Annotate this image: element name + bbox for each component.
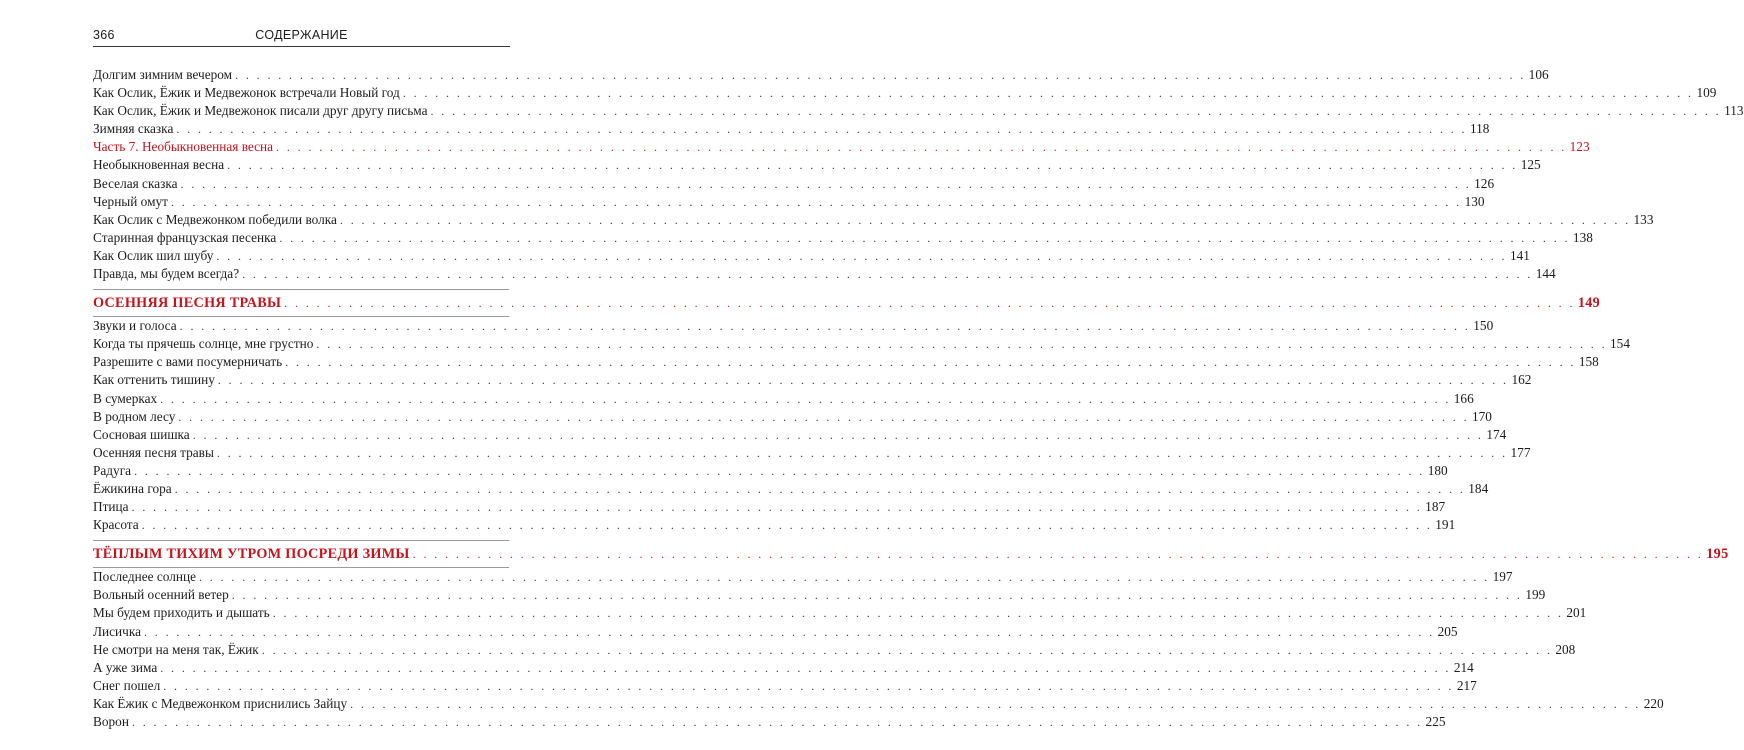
toc-entry-title: Как Ёжик с Медвежонком приснились Зайцу [93,695,348,711]
toc-group [93,156,1654,283]
toc-entry[interactable] [93,677,1477,695]
toc-entry[interactable] [93,695,1664,713]
toc-entry[interactable] [93,516,1456,534]
dot-leader: . . . . . . . . . . . . . . . . . . . . . . . . . . . . . . . . . . . . . . . . . . . . . . . . . . . . . . . . . . . . . . . . . . . . . . . . . . . . . . . . . . . . . . . . . . . . . . . . . . . . . . . . . . . . . . . . . . . . . . . . [276,140,1567,155]
toc-entry-page: 126 [1474,175,1495,191]
dot-leader: . . . . . . . . . . . . . . . . . . . . . . . . . . . . . . . . . . . . . . . . . . . . . . . . . . . . . . . . . . . . . . . . . . . . . . . . . . . . . . . . . . . . . . . . . . . . . . . . . . . . . . . . . . . . . . . . . . . . . . . . [163,678,1454,693]
toc-entry-page: 220 [1643,695,1664,711]
dot-leader: . . . . . . . . . . . . . . . . . . . . . . . . . . . . . . . . . . . . . . . . . . . . . . . . . . . . . . . . . . . . . . . . . . . . . . . . . . . . . . . . . . . . . . . . . . . . . . . . . . . . . . . . . . . . . . . . . . . . . . . . [235,68,1526,82]
toc-entry[interactable] [93,623,1458,641]
toc-entry-page: 191 [1435,517,1456,533]
toc-entry-title: Как Ослик, Ёжик и Медвежонок встречали Новый год [93,85,400,101]
toc-entry-title: Осенняя песня травы [93,444,214,460]
dot-leader: . . . . . . . . . . . . . . . . . . . . . . . . . . . . . . . . . . . . . . . . . . . . . . . . . . . . . . . . . . . . . . . . . . . . . . . . . . . . . . . . . . . . . . . . . . . . . . . . . . . . . . . . . . . . . . . . . . . . . . . . [178,409,1469,424]
toc-entry[interactable] [93,265,1556,283]
toc-section-title: ТЁПЛЫМ ТИХИМ УТРОМ ПОСРЕДИ ЗИМЫ [93,546,410,563]
dot-leader: . . . . . . . . . . . . . . . . . . . . . . . . . . . . . . . . . . . . . . . . . . . . . . . . . . . . . . . . . . . . . . . . . . . . . . . . . . . . . . . . . . . . . . . . . . . . . . . . . . . . . . . . . . . . . . . . . . . . . . . . [227,158,1518,173]
toc-entry-title: Черный омут [93,193,168,209]
toc-part-page: 123 [1569,139,1590,155]
toc-entry-title: Последнее солнце [93,569,196,585]
toc-entry[interactable] [93,568,1513,586]
dot-leader: . . . . . . . . . . . . . . . . . . . . . . . . . . . . . . . . . . . . . . . . . . . . . . . . . . . . . . . . . . . . . . . . . . . . . . . . . . . . . . . . . . . . . . . . . . . . . . . . . . . . . . . . . . . . . . . . . . . . . . . . [192,427,1484,442]
toc-entry[interactable] [93,211,1654,229]
toc-entry[interactable] [93,426,1507,444]
toc-entry-title: Лисичка [93,623,141,639]
toc-entry-title: А уже зима [93,659,158,675]
toc-entry-title: В сумерках [93,390,158,406]
toc-entry-page: 166 [1453,390,1474,406]
toc-part-title: Часть 7. Необыкновенная весна [93,139,274,155]
dot-leader: . . . . . . . . . . . . . . . . . . . . . . . . . . . . . . . . . . . . . . . . . . . . . . . . . . . . . . . . . . . . . . . . . . . . . . . . . . . . . . . . . . . . . . . . . . . . . . . . . . . . . . . . . . . . . . . . . . . . . . . . [402,86,1694,101]
toc-entry-page: 225 [1425,714,1446,729]
toc-group [93,66,1744,138]
toc-entry[interactable] [93,102,1744,120]
dot-leader: . . . . . . . . . . . . . . . . . . . . . . . . . . . . . . . . . . . . . . . . . . . . . . . . . . . . . . . . . . . . . . . . . . . . . . . . . . . . . . . . . . . . . . . . . . . . . . . . . . . . . . . . . . . . . . . . . . . . . . . . [170,194,1462,209]
dot-leader: . . . . . . . . . . . . . . . . . . . . . . . . . . . . . . . . . . . . . . . . . . . . . . . . . . . . . . . . . . . . . . . . . . . . . . . . . . . . . . . . . . . . . . . . . . . . . . . . . . . . . . . . . . . . . . . . . . . . . . . . [174,481,1466,496]
toc-entry-title: Радуга [93,462,132,478]
toc-entry-title: Необыкновенная весна [93,157,225,173]
dot-leader: . . . . . . . . . . . . . . . . . . . . . . . . . . . . . . . . . . . . . . . . . . . . . . . . . . . . . . . . . . . . . . . . . . . . . . . . . . . . . . . . . . . . . . . . . . . . . . . . . . . . . . . . . . . . . . . . . . . . . . . . [231,588,1523,603]
toc-entry-page: 106 [1528,67,1549,82]
toc-section-title: ОСЕННЯЯ ПЕСНЯ ТРАВЫ [93,295,282,312]
dot-leader: . . . . . . . . . . . . . . . . . . . . . . . . . . . . . . . . . . . . . . . . . . . . . . . . . . . . . . . . . . . . . . . . . . . . . . . . . . . . . . . . . . . . . . . . . . . . . . . . . . . . . . . . . . . . . . . . . . . . . . . . [144,624,1435,639]
toc-entry-page: 113 [1724,103,1744,119]
dot-leader: . . . . . . . . . . . . . . . . . . . . . . . . . . . . . . . . . . . . . . . . . . . . . . . . . . . . . . . . . . . . . . . . . . . . . . . . . . . . . . . . . . . . . . . . . . . . . . . . . . . . . . . . . . . . . . . . . . . . . . . . [134,463,1425,478]
dot-leader: . . . . . . . . . . . . . . . . . . . . . . . . . . . . . . . . . . . . . . . . . . . . . . . . . . . . . . . . . . . . . . . . . . . . . . . . . . . . . . . . . . . . . . . . . . . . . . . . . . . . . . . . . . . . . . . . . . . . . . . . [160,391,1451,406]
toc-entry-page: 184 [1468,480,1489,496]
dot-leader: . . . . . . . . . . . . . . . . . . . . . . . . . . . . . . . . . . . . . . . . . . . . . . . . . . . . . . . . . . . . . . . . . . . . . . . . . . . . . . . . . . . . . . . . . . . . . . . . . . . . . . . . . . . . . . . . . . . . . . . . [242,267,1533,282]
table-of-contents [93,66,1744,731]
page-number: 366 [93,28,115,42]
toc-section-page: 149 [1577,295,1601,312]
dot-leader: . . . . . . . . . . . . . . . . . . . . . . . . . . . . . . . . . . . . . . . . . . . . . . . . . . . . . . . . . . . . . . . . . . . . . . . . . . . . . . . . . . . . . . . . . . . . . . . . . . . . . . . . . . . . . . . . . . . . . . . . [141,518,1433,533]
toc-entry[interactable] [93,247,1530,265]
toc-entry-page: 158 [1578,354,1599,370]
toc-entry[interactable] [93,84,1717,102]
toc-part-heading[interactable] [93,138,1590,156]
dot-leader: . . . . . . . . . . . . . . . . . . . . . . . . . . . . . . . . . . . . . . . . . . . . . . . . . . . . . . . . . . . . . . . . . . . . . . . . . . . . . . . . . . . . . . . . . . . . . . . . . . . . . . . . . . . . . . . . . . . . . . . . [272,606,1564,621]
toc-entry-title: Как Ослик с Медвежонком победили волка [93,211,337,227]
dot-leader: . . . . . . . . . . . . . . . . . . . . . . . . . . . . . . . . . . . . . . . . . . . . . . . . . . . . . . . . . . . . . . . . . . . . . . . . . . . . . . . . . . . . . . . . . . . . . . . . . . . . . . . . . . . . . . . . . . . . . . . . [199,570,1490,585]
toc-entry-title: Долгим зимним вечером [93,67,233,82]
toc-entry-page: 118 [1469,121,1490,137]
toc-entry-page: 197 [1492,569,1513,585]
toc-entry-page: 217 [1456,677,1477,693]
toc-entry-title: В родном лесу [93,408,176,424]
toc-entry-page: 130 [1464,193,1485,209]
dot-leader: . . . . . . . . . . . . . . . . . . . . . . . . . . . . . . . . . . . . . . . . . . . . . . . . . . . . . . . . . . . . . . . . . . . . . . . . . . . . . . . . . . . . . . . . . . . . . . . . . . . . . . . . . . . . . . . . . . . . . . . . [284,296,1575,311]
dot-leader: . . . . . . . . . . . . . . . . . . . . . . . . . . . . . . . . . . . . . . . . . . . . . . . . . . . . . . . . . . . . . . . . . . . . . . . . . . . . . . . . . . . . . . . . . . . . . . . . . . . . . . . . . . . . . . . . . . . . . . . . [131,715,1423,729]
toc-entry-page: 138 [1572,229,1593,245]
toc-entry[interactable] [93,604,1587,622]
toc-entry-page: 174 [1486,426,1507,442]
toc-entry[interactable] [93,390,1474,408]
toc-section-page: 195 [1706,546,1729,563]
toc-entry[interactable] [93,462,1448,480]
dot-leader: . . . . . . . . . . . . . . . . . . . . . . . . . . . . . . . . . . . . . . . . . . . . . . . . . . . . . . . . . . . . . . . . . . . . . . . . . . . . . . . . . . . . . . . . . . . . . . . . . . . . . . . . . . . . . . . . . . . . . . . . [217,373,1509,388]
toc-entry[interactable] [93,586,1546,604]
dot-leader: . . . . . . . . . . . . . . . . . . . . . . . . . . . . . . . . . . . . . . . . . . . . . . . . . . . . . . . . . . . . . . . . . . . . . . . . . . . . . . . . . . . . . . . . . . . . . . . . . . . . . . . . . . . . . . . . . . . . . . . . [131,500,1423,515]
toc-entry-title: Ёжикина гора [93,480,172,496]
toc-entry-page: 133 [1633,211,1654,227]
toc-entry-title: Звуки и голоса [93,318,177,334]
dot-leader: . . . . . . . . . . . . . . . . . . . . . . . . . . . . . . . . . . . . . . . . . . . . . . . . . . . . . . . . . . . . . . . . . . . . . . . . . . . . . . . . . . . . . . . . . . . . . . . . . . . . . . . . . . . . . . . . . . . . . . . . [430,104,1722,119]
toc-entry-title: Как оттенить тишину [93,372,215,388]
toc-entry[interactable] [93,444,1531,462]
toc-entry[interactable] [93,659,1474,677]
toc-entry[interactable] [93,335,1630,353]
toc-entry-page: 141 [1509,247,1530,263]
dot-leader: . . . . . . . . . . . . . . . . . . . . . . . . . . . . . . . . . . . . . . . . . . . . . . . . . . . . . . . . . . . . . . . . . . . . . . . . . . . . . . . . . . . . . . . . . . . . . . . . . . . . . . . . . . . . . . . . . . . . . . . . [180,176,1472,191]
dot-leader: . . . . . . . . . . . . . . . . . . . . . . . . . . . . . . . . . . . . . . . . . . . . . . . . . . . . . . . . . . . . . . . . . . . . . . . . . . . . . . . . . . . . . . . . . . . . . . . . . . . . . . . . . . . . . . . . . . . . . . . . [279,230,1570,245]
toc-entry[interactable] [93,120,1490,138]
dot-leader: . . . . . . . . . . . . . . . . . . . . . . . . . . . . . . . . . . . . . . . . . . . . . . . . . . . . . . . . . . . . . . . . . . . . . . . . . . . . . . . . . . . . . . . . . . . . . . . . . . . . . . . . . . . . . . . . . . . . . . . . [176,122,1467,137]
toc-entry-page: 199 [1525,587,1546,603]
toc-entry[interactable] [93,408,1492,426]
toc-entry[interactable] [93,317,1494,335]
dot-leader: . . . . . . . . . . . . . . . . . . . . . . . . . . . . . . . . . . . . . . . . . . . . . . . . . . . . . . . . . . . . . . . . . . . . . . . . . . . . . . . . . . . . . . . . . . . . . . . . . . . . . . . . . . . . . . . . . . . . . . . . [216,248,1507,263]
toc-entry-title: Ворон [93,714,129,729]
toc-entry-page: 201 [1566,605,1587,621]
running-header [93,26,510,47]
toc-section-heading[interactable] [93,541,1729,567]
toc-entry-page: 109 [1696,85,1717,101]
toc-entry-title: Снег пошел [93,677,161,693]
toc-group [93,568,1664,731]
dot-leader: . . . . . . . . . . . . . . . . . . . . . . . . . . . . . . . . . . . . . . . . . . . . . . . . . . . . . . . . . . . . . . . . . . . . . . . . . . . . . . . . . . . . . . . . . . . . . . . . . . . . . . . . . . . . . . . . . . . . . . . . [412,547,1704,562]
toc-entry-title: Красота [93,517,139,533]
toc-entry-title: Как Ослик шил шубу [93,247,214,263]
toc-entry-page: 162 [1511,372,1532,388]
toc-entry-page: 170 [1471,408,1492,424]
dot-leader: . . . . . . . . . . . . . . . . . . . . . . . . . . . . . . . . . . . . . . . . . . . . . . . . . . . . . . . . . . . . . . . . . . . . . . . . . . . . . . . . . . . . . . . . . . . . . . . . . . . . . . . . . . . . . . . . . . . . . . . . [179,319,1471,334]
toc-entry[interactable] [93,713,1446,731]
toc-entry-title: Зимняя сказка [93,121,174,137]
toc-entry-title: Разрешите с вами посумерничать [93,354,283,370]
toc-entry-title: Вольный осенний ветер [93,587,229,603]
toc-entry-title: Как Ослик, Ёжик и Медвежонок писали друг другу письма [93,103,428,119]
dot-leader: . . . . . . . . . . . . . . . . . . . . . . . . . . . . . . . . . . . . . . . . . . . . . . . . . . . . . . . . . . . . . . . . . . . . . . . . . . . . . . . . . . . . . . . . . . . . . . . . . . . . . . . . . . . . . . . . . . . . . . . . [350,696,1641,711]
dot-leader: . . . . . . . . . . . . . . . . . . . . . . . . . . . . . . . . . . . . . . . . . . . . . . . . . . . . . . . . . . . . . . . . . . . . . . . . . . . . . . . . . . . . . . . . . . . . . . . . . . . . . . . . . . . . . . . . . . . . . . . . [285,355,1576,370]
toc-entry[interactable] [93,480,1489,498]
toc-entry-page: 144 [1535,266,1556,282]
toc-entry-page: 205 [1437,623,1458,639]
toc-entry[interactable] [93,193,1485,211]
dot-leader: . . . . . . . . . . . . . . . . . . . . . . . . . . . . . . . . . . . . . . . . . . . . . . . . . . . . . . . . . . . . . . . . . . . . . . . . . . . . . . . . . . . . . . . . . . . . . . . . . . . . . . . . . . . . . . . . . . . . . . . . [216,445,1508,460]
toc-section-heading[interactable] [93,290,1601,316]
toc-entry[interactable] [93,66,1549,84]
toc-entry-title: Птица [93,499,129,515]
toc-entry[interactable] [93,641,1576,659]
toc-entry-page: 125 [1520,157,1541,173]
toc-entry[interactable] [93,353,1599,371]
toc-entry[interactable] [93,371,1532,389]
toc-group [93,317,1630,534]
dot-leader: . . . . . . . . . . . . . . . . . . . . . . . . . . . . . . . . . . . . . . . . . . . . . . . . . . . . . . . . . . . . . . . . . . . . . . . . . . . . . . . . . . . . . . . . . . . . . . . . . . . . . . . . . . . . . . . . . . . . . . . . [339,212,1631,227]
toc-entry-title: Веселая сказка [93,175,178,191]
dot-leader: . . . . . . . . . . . . . . . . . . . . . . . . . . . . . . . . . . . . . . . . . . . . . . . . . . . . . . . . . . . . . . . . . . . . . . . . . . . . . . . . . . . . . . . . . . . . . . . . . . . . . . . . . . . . . . . . . . . . . . . . [316,337,1608,352]
toc-entry[interactable] [93,175,1495,193]
toc-entry-title: Не смотри на меня так, Ёжик [93,641,259,657]
toc-entry-title: Мы будем приходить и дышать [93,605,270,621]
toc-entry-title: Правда, мы будем всегда? [93,266,240,282]
toc-entry[interactable] [93,498,1446,516]
toc-entry-page: 187 [1425,499,1446,515]
toc-entry-title: Сосновая шишка [93,426,190,442]
toc-entry-page: 180 [1427,462,1448,478]
toc-entry-title: Старинная французская песенка [93,229,277,245]
dot-leader: . . . . . . . . . . . . . . . . . . . . . . . . . . . . . . . . . . . . . . . . . . . . . . . . . . . . . . . . . . . . . . . . . . . . . . . . . . . . . . . . . . . . . . . . . . . . . . . . . . . . . . . . . . . . . . . . . . . . . . . . [160,660,1451,675]
toc-entry-page: 177 [1510,444,1531,460]
toc-entry-page: 208 [1555,641,1576,657]
toc-entry-title: Когда ты прячешь солнце, мне грустно [93,336,314,352]
toc-entry-page: 214 [1453,659,1474,675]
toc-entry-page: 154 [1610,336,1630,352]
toc-entry[interactable] [93,156,1541,174]
dot-leader: . . . . . . . . . . . . . . . . . . . . . . . . . . . . . . . . . . . . . . . . . . . . . . . . . . . . . . . . . . . . . . . . . . . . . . . . . . . . . . . . . . . . . . . . . . . . . . . . . . . . . . . . . . . . . . . . . . . . . . . . [261,642,1553,657]
toc-entry-page: 150 [1473,318,1494,334]
toc-entry[interactable] [93,229,1593,247]
page-title: СОДЕРЖАНИЕ [255,28,348,42]
